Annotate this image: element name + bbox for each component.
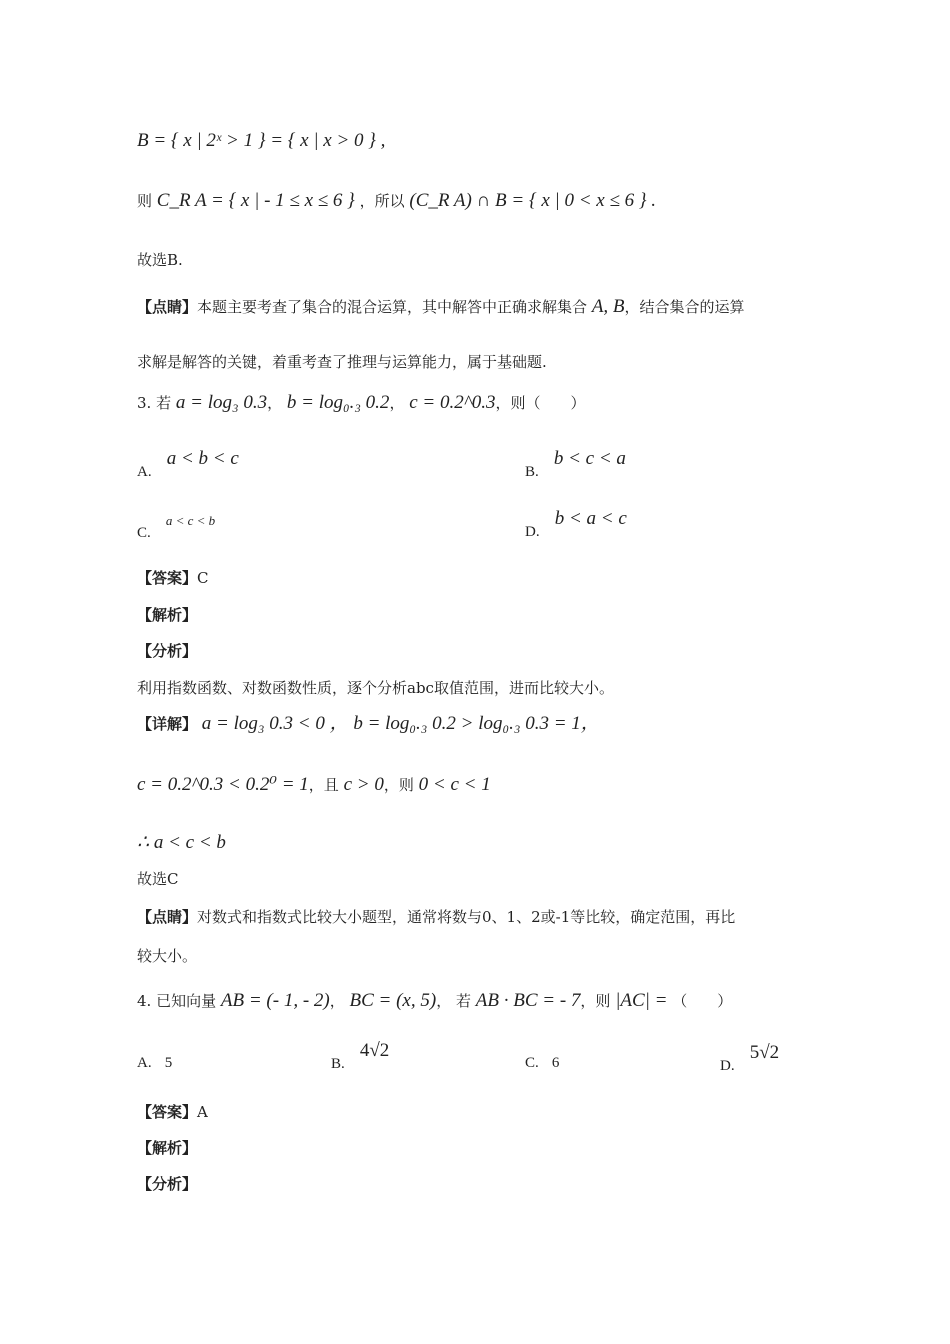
so-word: ，所以 [359,192,405,210]
option-expr: 4√2 [359,1040,390,1061]
answer-tag: 【答案】 [137,569,198,587]
detail-c-expr: c = 0.2^0.3 < 0.2⁰ = 1 [137,774,309,795]
dianjing1-line2: 求解是解答的关键，着重考查了推理与运算能力，属于基础题. [137,353,547,371]
complement-line [137,190,656,212]
detail-c-positive: c > 0 [343,774,384,795]
q3-option-b[interactable] [525,448,626,480]
q3-detail-line2 [137,774,491,796]
option-expr: 5 [164,1055,173,1071]
option-label: C. [137,525,151,541]
q3-stem: 3. 若 a = log₃ 0.3， b = log₀.₃ 0.2， c = 0.2^0.3，则（ ） [137,392,586,413]
option-expr: b < c < a [553,448,626,469]
q3-prefix: 3. 若 [137,394,172,412]
q3-answer [137,567,209,589]
q3-detail-line1 [137,713,600,735]
q3-option-c[interactable] [137,510,216,541]
answer-value: A [197,1103,208,1121]
q3-therefore [137,832,226,854]
dianjing1-line1 [137,296,745,318]
option-label: D. [525,524,540,540]
answer-tag: 【答案】 [137,1103,198,1121]
q4-ab-expr: AB = (- 1, - 2) [220,990,330,1011]
q4-jiexi: 【解析】 [137,1139,198,1157]
detail-and: ，且 [308,776,339,794]
q4-ask-expr: |AC| = [615,990,668,1011]
q4-paren: （ ） [672,992,733,1010]
complement-prefix: 则 [137,192,153,210]
q4-option-a[interactable] [137,1052,172,1072]
q4-prefix: 4. 已知向量 [137,992,217,1010]
detail-c-range: 0 < c < 1 [418,774,491,795]
q3-option-d[interactable] [525,508,627,540]
result-expr: (C_R A) ∩ B = { x | 0 < x ≤ 6 } . [409,190,657,211]
option-expr: a < c < b [165,513,216,528]
q4-option-b[interactable] [331,1040,390,1072]
detail-then: ，则 [383,776,414,794]
q3-fenxi: 【分析】 [137,642,198,660]
option-expr: 5√2 [749,1042,780,1063]
dianjing1-tag: 【点睛】 [137,298,198,316]
detail-tag: 【详解】 [137,715,198,733]
q4-answer [137,1101,208,1123]
q3-dianjing-line1 [137,906,735,928]
option-expr: a < b < c [166,448,239,469]
choose-b: 故选B. [137,251,183,269]
dianjing1-math: A, B [591,296,625,317]
dianjing1-text-b: ，结合集合的运算 [624,298,745,316]
q4-fenxi: 【分析】 [137,1175,198,1193]
q4-then: ，则 [580,992,611,1010]
option-label: B. [331,1056,345,1072]
q4-option-d[interactable] [720,1042,780,1074]
q4-stem: 4. 已知向量 AB = (- 1, - 2)， BC = (x, 5)， 若 AB · BC = - 7，则 |AC| = （ ） [137,990,733,1011]
option-expr: b < a < c [554,508,627,529]
detail-expr-1: a = log₃ 0.3 < 0 ， b = log₀.₃ 0.2 > log₀.₃ 0.3 = 1， [201,713,600,734]
q3-suffix: ，则（ ） [495,394,586,412]
q3-b-expr: b = log₀.₃ 0.2 [286,392,390,413]
q4-cond-prefix: 若 [455,992,471,1010]
option-label: A. [137,464,152,480]
option-label: A. [137,1055,152,1071]
option-label: C. [525,1055,539,1071]
option-expr: 6 [551,1055,560,1071]
set-b-line [137,130,385,152]
q3-a-expr: a = log₃ 0.3 [175,392,268,413]
answer-value: C [197,569,209,587]
complement-expr: C_R A = { x | - 1 ≤ x ≤ 6 } [156,190,355,211]
option-label: B. [525,464,539,480]
q3-c-expr: c = 0.2^0.3 [409,392,496,413]
q3-analysis: 利用指数函数、对数函数性质，逐个分析abc取值范围，进而比较大小。 [137,679,614,697]
set-b-expr: B = { x | 2ˣ > 1 } = { x | x > 0 } , [137,130,386,151]
option-label: D. [720,1058,735,1074]
therefore-expr: ∴ a < c < b [137,832,226,853]
q3-jiexi: 【解析】 [137,606,198,624]
q3-option-a[interactable] [137,448,239,480]
dianjing1-text-a: 本题主要考查了集合的混合运算，其中解答中正确求解集合 [197,298,588,316]
q3-choose: 故选C [137,870,179,888]
q4-cond-expr: AB · BC = - 7 [475,990,581,1011]
dianjing-tag: 【点睛】 [137,908,198,926]
q4-bc-expr: BC = (x, 5) [349,990,437,1011]
q4-option-c[interactable] [525,1052,559,1072]
dianjing-text: 对数式和指数式比较大小题型，通常将数与0、1、2或-1等比较，确定范围，再比 [197,908,736,926]
q3-dianjing-line2: 较大小。 [137,947,198,965]
